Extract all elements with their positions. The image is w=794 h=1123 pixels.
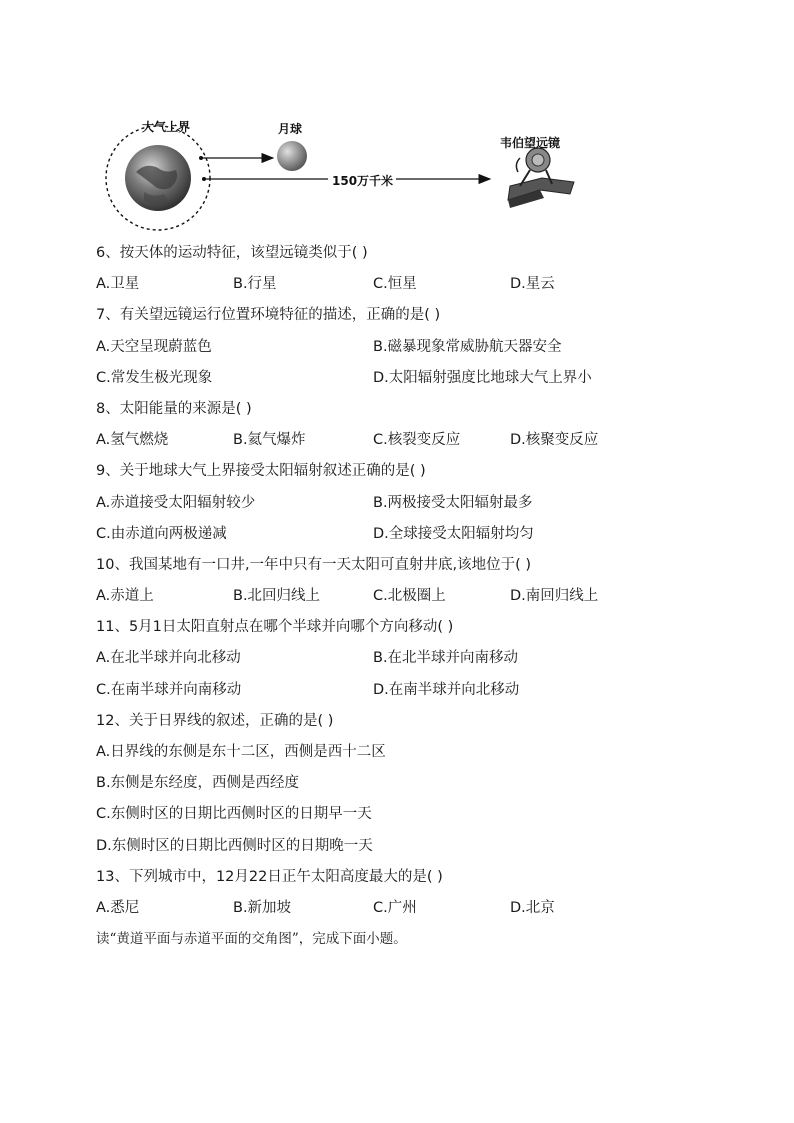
option-d: D.核聚变反应 [510,432,599,449]
option-b: B.在北半球并向南移动 [373,650,519,667]
option-c: C.北极圈上 [373,588,446,605]
telescope-label: 韦伯望远镜 [500,136,561,150]
option-a: A.天空呈现蔚蓝色 [96,338,212,355]
option-row [96,488,716,519]
option-c: C.在南半球并向南移动 [96,681,242,698]
option-c: C.广州 [373,899,417,916]
option-b: B.两极接受太阳辐射最多 [373,494,533,511]
moon-label: 月球 [278,122,303,136]
option-a: A.卫星 [96,276,140,293]
earth-moon-telescope-figure [100,112,600,232]
option-a: A.赤道上 [96,588,154,605]
option-d: D.全球接受太阳辐射均匀 [373,525,534,542]
option-a: A.悉尼 [96,899,140,916]
option-a: A.在北半球并向北移动 [96,650,241,667]
option-b: B.新加坡 [233,899,292,916]
option-a: A.氢气燃烧 [96,432,169,449]
option-b: B.磁暴现象常威胁航天器安全 [373,338,562,355]
option-a: A.日界线的东侧是东十二区，西侧是西十二区 [96,744,386,760]
option-b: B.行星 [233,276,277,293]
option-d: D.太阳辐射强度比地球大气上界小 [373,369,592,386]
option-d: D.南回归线上 [510,588,599,605]
option-c: C.恒星 [373,276,417,293]
option-row [96,363,716,394]
option-row [96,269,716,300]
option-b: B.北回归线上 [233,588,321,605]
option-row [96,519,716,550]
option-d: D.在南半球并向北移动 [373,681,520,698]
option-a: A.赤道接受太阳辐射较少 [96,494,256,511]
question-stem: 11、5月1日太阳直射点在哪个半球并向哪个方向移动( ) [96,619,454,636]
option-row [96,643,716,674]
question-stem: 7、有关望远镜运行位置环境特征的描述，正确的是( ) [96,307,441,324]
moon-icon [277,141,307,171]
question-stem: 13、下列城市中，12月22日正午太阳高度最大的是( ) [96,868,443,885]
option-c: C.常发生极光现象 [96,369,213,386]
option-row [96,675,716,706]
option-row [96,425,716,456]
option-row [96,581,716,612]
question-stem: 9、关于地球大气上界接受太阳辐射叙述正确的是( ) [96,463,426,480]
question-stem: 10、我国某地有一口井,一年中只有一天太阳可直射井底,该地位于( ) [96,556,532,573]
option-row [96,893,716,924]
option-b: B.东侧是东经度，西侧是西经度 [96,775,300,792]
option-d: D.北京 [510,899,555,916]
telescope-icon [508,148,574,208]
question-stem: 8、太阳能量的来源是( ) [96,400,252,417]
option-b: B.氦气爆炸 [233,432,306,449]
option-c: C.由赤道向两极递减 [96,525,227,542]
question-stem: 6、按天体的运动特征，该望远镜类似于( ) [96,245,368,261]
reading-note: 读“黄道平面与赤道平面的交角图”，完成下面小题。 [96,931,407,948]
option-c: C.东侧时区的日期比西侧时区的日期早一天 [96,806,372,823]
option-c: C.核裂变反应 [373,432,461,449]
option-d: D.东侧时区的日期比西侧时区的日期晚一天 [96,837,373,854]
atmosphere-label: 大气上界 [142,120,191,134]
question-stem: 12、关于日界线的叙述，正确的是( ) [96,712,334,729]
question-list [96,238,716,955]
distance-label: 150万千米 [332,174,394,188]
option-row [96,332,716,363]
option-d: D.星云 [510,276,555,293]
